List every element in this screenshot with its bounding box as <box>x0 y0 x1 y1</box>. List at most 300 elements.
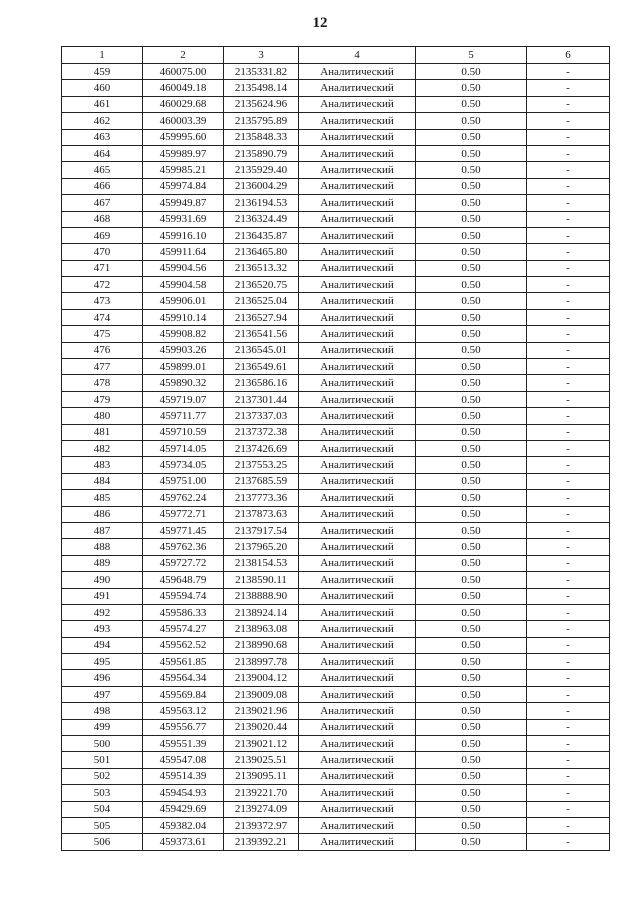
cell-note: - <box>527 440 610 456</box>
cell-x-coordinate: 459974.84 <box>143 178 224 194</box>
cell-point-number: 497 <box>62 686 143 702</box>
cell-y-coordinate: 2136324.49 <box>224 211 299 227</box>
cell-accuracy: 0.50 <box>416 440 527 456</box>
cell-accuracy: 0.50 <box>416 359 527 375</box>
cell-x-coordinate: 459751.00 <box>143 473 224 489</box>
cell-note: - <box>527 785 610 801</box>
cell-x-coordinate: 459762.24 <box>143 490 224 506</box>
cell-note: - <box>527 293 610 309</box>
cell-y-coordinate: 2137873.63 <box>224 506 299 522</box>
cell-method: Аналитический <box>299 145 416 161</box>
cell-accuracy: 0.50 <box>416 817 527 833</box>
table-row <box>62 719 610 735</box>
cell-point-number: 480 <box>62 408 143 424</box>
cell-x-coordinate: 459454.93 <box>143 785 224 801</box>
table-row <box>62 817 610 833</box>
cell-accuracy: 0.50 <box>416 457 527 473</box>
cell-y-coordinate: 2135890.79 <box>224 145 299 161</box>
cell-y-coordinate: 2139372.97 <box>224 817 299 833</box>
table-row <box>62 801 610 817</box>
cell-accuracy: 0.50 <box>416 490 527 506</box>
cell-y-coordinate: 2139274.09 <box>224 801 299 817</box>
cell-point-number: 482 <box>62 440 143 456</box>
cell-x-coordinate: 459648.79 <box>143 572 224 588</box>
column-header: 3 <box>224 47 299 64</box>
table-row <box>62 342 610 358</box>
cell-accuracy: 0.50 <box>416 785 527 801</box>
cell-accuracy: 0.50 <box>416 80 527 96</box>
cell-method: Аналитический <box>299 490 416 506</box>
cell-y-coordinate: 2137685.59 <box>224 473 299 489</box>
cell-x-coordinate: 459910.14 <box>143 309 224 325</box>
cell-note: - <box>527 539 610 555</box>
cell-method: Аналитический <box>299 752 416 768</box>
cell-y-coordinate: 2135624.96 <box>224 96 299 112</box>
cell-note: - <box>527 736 610 752</box>
cell-y-coordinate: 2138924.14 <box>224 604 299 620</box>
cell-point-number: 498 <box>62 703 143 719</box>
cell-x-coordinate: 459989.97 <box>143 145 224 161</box>
cell-x-coordinate: 459563.12 <box>143 703 224 719</box>
cell-accuracy: 0.50 <box>416 834 527 850</box>
cell-x-coordinate: 459551.39 <box>143 736 224 752</box>
cell-method: Аналитический <box>299 113 416 129</box>
cell-y-coordinate: 2139095.11 <box>224 768 299 784</box>
cell-accuracy: 0.50 <box>416 801 527 817</box>
table-row <box>62 145 610 161</box>
cell-x-coordinate: 459714.05 <box>143 440 224 456</box>
table-row <box>62 162 610 178</box>
cell-note: - <box>527 768 610 784</box>
cell-x-coordinate: 459772.71 <box>143 506 224 522</box>
cell-y-coordinate: 2139025.51 <box>224 752 299 768</box>
cell-point-number: 492 <box>62 604 143 620</box>
cell-point-number: 501 <box>62 752 143 768</box>
cell-accuracy: 0.50 <box>416 391 527 407</box>
cell-method: Аналитический <box>299 719 416 735</box>
cell-accuracy: 0.50 <box>416 96 527 112</box>
cell-note: - <box>527 342 610 358</box>
cell-note: - <box>527 145 610 161</box>
column-header: 2 <box>143 47 224 64</box>
cell-note: - <box>527 375 610 391</box>
table-row <box>62 703 610 719</box>
cell-note: - <box>527 817 610 833</box>
cell-point-number: 505 <box>62 817 143 833</box>
cell-method: Аналитический <box>299 178 416 194</box>
cell-note: - <box>527 473 610 489</box>
cell-method: Аналитический <box>299 457 416 473</box>
cell-method: Аналитический <box>299 408 416 424</box>
cell-method: Аналитический <box>299 391 416 407</box>
cell-note: - <box>527 703 610 719</box>
cell-accuracy: 0.50 <box>416 768 527 784</box>
table-row <box>62 555 610 571</box>
table-row <box>62 113 610 129</box>
cell-y-coordinate: 2137917.54 <box>224 522 299 538</box>
cell-method: Аналитический <box>299 96 416 112</box>
cell-note: - <box>527 588 610 604</box>
cell-accuracy: 0.50 <box>416 621 527 637</box>
cell-x-coordinate: 459906.01 <box>143 293 224 309</box>
cell-point-number: 472 <box>62 277 143 293</box>
cell-accuracy: 0.50 <box>416 588 527 604</box>
cell-point-number: 478 <box>62 375 143 391</box>
cell-accuracy: 0.50 <box>416 604 527 620</box>
cell-x-coordinate: 459890.32 <box>143 375 224 391</box>
cell-y-coordinate: 2136513.32 <box>224 260 299 276</box>
cell-accuracy: 0.50 <box>416 178 527 194</box>
cell-x-coordinate: 459569.84 <box>143 686 224 702</box>
cell-y-coordinate: 2135929.40 <box>224 162 299 178</box>
cell-accuracy: 0.50 <box>416 375 527 391</box>
cell-note: - <box>527 80 610 96</box>
cell-accuracy: 0.50 <box>416 227 527 243</box>
table-row <box>62 621 610 637</box>
cell-point-number: 474 <box>62 309 143 325</box>
cell-point-number: 461 <box>62 96 143 112</box>
cell-accuracy: 0.50 <box>416 195 527 211</box>
cell-accuracy: 0.50 <box>416 703 527 719</box>
table-row <box>62 359 610 375</box>
cell-y-coordinate: 2137965.20 <box>224 539 299 555</box>
cell-method: Аналитический <box>299 670 416 686</box>
cell-accuracy: 0.50 <box>416 719 527 735</box>
cell-x-coordinate: 460075.00 <box>143 64 224 80</box>
cell-accuracy: 0.50 <box>416 752 527 768</box>
table-row <box>62 408 610 424</box>
cell-y-coordinate: 2136586.16 <box>224 375 299 391</box>
cell-point-number: 506 <box>62 834 143 850</box>
cell-y-coordinate: 2139221.70 <box>224 785 299 801</box>
cell-method: Аналитический <box>299 801 416 817</box>
page-number: 12 <box>312 15 328 31</box>
cell-x-coordinate: 459556.77 <box>143 719 224 735</box>
table-row <box>62 637 610 653</box>
cell-point-number: 462 <box>62 113 143 129</box>
table-row <box>62 572 610 588</box>
table-row <box>62 80 610 96</box>
cell-method: Аналитический <box>299 703 416 719</box>
cell-point-number: 490 <box>62 572 143 588</box>
cell-accuracy: 0.50 <box>416 244 527 260</box>
cell-note: - <box>527 457 610 473</box>
cell-x-coordinate: 459916.10 <box>143 227 224 243</box>
cell-y-coordinate: 2137773.36 <box>224 490 299 506</box>
cell-x-coordinate: 459771.45 <box>143 522 224 538</box>
cell-method: Аналитический <box>299 211 416 227</box>
cell-point-number: 494 <box>62 637 143 653</box>
cell-accuracy: 0.50 <box>416 654 527 670</box>
cell-accuracy: 0.50 <box>416 670 527 686</box>
cell-accuracy: 0.50 <box>416 522 527 538</box>
cell-method: Аналитический <box>299 817 416 833</box>
table-row <box>62 588 610 604</box>
cell-method: Аналитический <box>299 604 416 620</box>
cell-method: Аналитический <box>299 227 416 243</box>
table-row <box>62 473 610 489</box>
cell-y-coordinate: 2137372.38 <box>224 424 299 440</box>
cell-x-coordinate: 459985.21 <box>143 162 224 178</box>
cell-point-number: 464 <box>62 145 143 161</box>
table-row <box>62 64 610 80</box>
cell-method: Аналитический <box>299 440 416 456</box>
cell-method: Аналитический <box>299 621 416 637</box>
cell-point-number: 500 <box>62 736 143 752</box>
column-header: 1 <box>62 47 143 64</box>
cell-accuracy: 0.50 <box>416 506 527 522</box>
table-row <box>62 195 610 211</box>
cell-y-coordinate: 2135331.82 <box>224 64 299 80</box>
column-header: 5 <box>416 47 527 64</box>
cell-accuracy: 0.50 <box>416 309 527 325</box>
cell-accuracy: 0.50 <box>416 260 527 276</box>
table-row <box>62 293 610 309</box>
cell-x-coordinate: 460003.39 <box>143 113 224 129</box>
cell-x-coordinate: 459594.74 <box>143 588 224 604</box>
cell-note: - <box>527 309 610 325</box>
column-header: 6 <box>527 47 610 64</box>
cell-accuracy: 0.50 <box>416 113 527 129</box>
cell-method: Аналитический <box>299 309 416 325</box>
cell-x-coordinate: 459734.05 <box>143 457 224 473</box>
cell-note: - <box>527 129 610 145</box>
table-row <box>62 244 610 260</box>
cell-x-coordinate: 460049.18 <box>143 80 224 96</box>
cell-y-coordinate: 2138888.90 <box>224 588 299 604</box>
cell-point-number: 496 <box>62 670 143 686</box>
cell-point-number: 463 <box>62 129 143 145</box>
cell-method: Аналитический <box>299 293 416 309</box>
cell-point-number: 468 <box>62 211 143 227</box>
cell-method: Аналитический <box>299 277 416 293</box>
table-row <box>62 785 610 801</box>
cell-method: Аналитический <box>299 736 416 752</box>
cell-x-coordinate: 459904.58 <box>143 277 224 293</box>
cell-note: - <box>527 572 610 588</box>
cell-x-coordinate: 459586.33 <box>143 604 224 620</box>
table-row <box>62 391 610 407</box>
cell-y-coordinate: 2138990.68 <box>224 637 299 653</box>
cell-note: - <box>527 359 610 375</box>
cell-y-coordinate: 2139004.12 <box>224 670 299 686</box>
table-row <box>62 506 610 522</box>
cell-method: Аналитический <box>299 359 416 375</box>
cell-x-coordinate: 459547.08 <box>143 752 224 768</box>
cell-note: - <box>527 752 610 768</box>
cell-note: - <box>527 391 610 407</box>
cell-method: Аналитический <box>299 326 416 342</box>
cell-point-number: 471 <box>62 260 143 276</box>
cell-x-coordinate: 459719.07 <box>143 391 224 407</box>
cell-method: Аналитический <box>299 588 416 604</box>
column-header: 4 <box>299 47 416 64</box>
cell-point-number: 503 <box>62 785 143 801</box>
cell-x-coordinate: 459949.87 <box>143 195 224 211</box>
cell-x-coordinate: 459710.59 <box>143 424 224 440</box>
cell-method: Аналитический <box>299 473 416 489</box>
cell-x-coordinate: 459373.61 <box>143 834 224 850</box>
table-row <box>62 309 610 325</box>
cell-point-number: 493 <box>62 621 143 637</box>
cell-y-coordinate: 2136549.61 <box>224 359 299 375</box>
cell-note: - <box>527 654 610 670</box>
cell-point-number: 465 <box>62 162 143 178</box>
cell-method: Аналитический <box>299 768 416 784</box>
cell-y-coordinate: 2135498.14 <box>224 80 299 96</box>
table-row <box>62 834 610 850</box>
cell-point-number: 495 <box>62 654 143 670</box>
cell-point-number: 483 <box>62 457 143 473</box>
cell-point-number: 488 <box>62 539 143 555</box>
cell-note: - <box>527 277 610 293</box>
cell-y-coordinate: 2135848.33 <box>224 129 299 145</box>
table-row <box>62 375 610 391</box>
cell-point-number: 476 <box>62 342 143 358</box>
cell-y-coordinate: 2136525.04 <box>224 293 299 309</box>
cell-x-coordinate: 459564.34 <box>143 670 224 686</box>
table-row <box>62 522 610 538</box>
cell-accuracy: 0.50 <box>416 277 527 293</box>
cell-x-coordinate: 460029.68 <box>143 96 224 112</box>
cell-method: Аналитический <box>299 129 416 145</box>
cell-point-number: 502 <box>62 768 143 784</box>
cell-accuracy: 0.50 <box>416 293 527 309</box>
cell-point-number: 460 <box>62 80 143 96</box>
cell-y-coordinate: 2139021.12 <box>224 736 299 752</box>
cell-note: - <box>527 178 610 194</box>
cell-method: Аналитический <box>299 834 416 850</box>
cell-point-number: 489 <box>62 555 143 571</box>
cell-note: - <box>527 670 610 686</box>
cell-x-coordinate: 459762.36 <box>143 539 224 555</box>
table-row <box>62 490 610 506</box>
cell-point-number: 459 <box>62 64 143 80</box>
cell-note: - <box>527 637 610 653</box>
cell-x-coordinate: 459711.77 <box>143 408 224 424</box>
cell-y-coordinate: 2139392.21 <box>224 834 299 850</box>
cell-y-coordinate: 2138590.11 <box>224 572 299 588</box>
cell-method: Аналитический <box>299 195 416 211</box>
cell-y-coordinate: 2137337.03 <box>224 408 299 424</box>
cell-point-number: 473 <box>62 293 143 309</box>
cell-accuracy: 0.50 <box>416 424 527 440</box>
table-row <box>62 326 610 342</box>
table-row <box>62 768 610 784</box>
coordinates-table <box>61 46 610 851</box>
cell-y-coordinate: 2138154.53 <box>224 555 299 571</box>
table-row <box>62 227 610 243</box>
cell-method: Аналитический <box>299 375 416 391</box>
cell-note: - <box>527 834 610 850</box>
cell-y-coordinate: 2137301.44 <box>224 391 299 407</box>
table-row <box>62 178 610 194</box>
cell-y-coordinate: 2135795.89 <box>224 113 299 129</box>
cell-note: - <box>527 211 610 227</box>
cell-accuracy: 0.50 <box>416 408 527 424</box>
table-row <box>62 211 610 227</box>
cell-point-number: 485 <box>62 490 143 506</box>
cell-x-coordinate: 459904.56 <box>143 260 224 276</box>
cell-y-coordinate: 2136520.75 <box>224 277 299 293</box>
cell-note: - <box>527 686 610 702</box>
cell-accuracy: 0.50 <box>416 64 527 80</box>
cell-accuracy: 0.50 <box>416 211 527 227</box>
cell-note: - <box>527 621 610 637</box>
cell-y-coordinate: 2139009.08 <box>224 686 299 702</box>
cell-method: Аналитический <box>299 506 416 522</box>
cell-note: - <box>527 244 610 260</box>
cell-note: - <box>527 162 610 178</box>
cell-method: Аналитический <box>299 64 416 80</box>
cell-accuracy: 0.50 <box>416 129 527 145</box>
cell-note: - <box>527 604 610 620</box>
cell-note: - <box>527 113 610 129</box>
cell-note: - <box>527 96 610 112</box>
table-row <box>62 686 610 702</box>
cell-note: - <box>527 490 610 506</box>
cell-x-coordinate: 459899.01 <box>143 359 224 375</box>
cell-x-coordinate: 459561.85 <box>143 654 224 670</box>
cell-point-number: 481 <box>62 424 143 440</box>
table-row <box>62 736 610 752</box>
cell-method: Аналитический <box>299 654 416 670</box>
cell-note: - <box>527 326 610 342</box>
cell-method: Аналитический <box>299 522 416 538</box>
cell-method: Аналитический <box>299 162 416 178</box>
table-row <box>62 440 610 456</box>
cell-x-coordinate: 459908.82 <box>143 326 224 342</box>
cell-point-number: 479 <box>62 391 143 407</box>
table-row <box>62 457 610 473</box>
cell-method: Аналитический <box>299 80 416 96</box>
cell-y-coordinate: 2138997.78 <box>224 654 299 670</box>
cell-y-coordinate: 2136545.01 <box>224 342 299 358</box>
cell-y-coordinate: 2138963.08 <box>224 621 299 637</box>
cell-note: - <box>527 506 610 522</box>
cell-accuracy: 0.50 <box>416 539 527 555</box>
table-row <box>62 277 610 293</box>
cell-method: Аналитический <box>299 572 416 588</box>
cell-accuracy: 0.50 <box>416 572 527 588</box>
cell-accuracy: 0.50 <box>416 736 527 752</box>
cell-x-coordinate: 459574.27 <box>143 621 224 637</box>
table-row <box>62 752 610 768</box>
cell-point-number: 491 <box>62 588 143 604</box>
table-row <box>62 670 610 686</box>
cell-note: - <box>527 227 610 243</box>
cell-point-number: 484 <box>62 473 143 489</box>
cell-x-coordinate: 459562.52 <box>143 637 224 653</box>
cell-y-coordinate: 2136465.80 <box>224 244 299 260</box>
cell-point-number: 466 <box>62 178 143 194</box>
cell-x-coordinate: 459382.04 <box>143 817 224 833</box>
table-row <box>62 424 610 440</box>
cell-y-coordinate: 2137553.25 <box>224 457 299 473</box>
cell-y-coordinate: 2139021.96 <box>224 703 299 719</box>
table-row <box>62 260 610 276</box>
cell-point-number: 504 <box>62 801 143 817</box>
cell-y-coordinate: 2136435.87 <box>224 227 299 243</box>
cell-point-number: 467 <box>62 195 143 211</box>
cell-x-coordinate: 459931.69 <box>143 211 224 227</box>
table-row <box>62 96 610 112</box>
cell-note: - <box>527 522 610 538</box>
cell-note: - <box>527 408 610 424</box>
cell-accuracy: 0.50 <box>416 555 527 571</box>
cell-point-number: 477 <box>62 359 143 375</box>
cell-y-coordinate: 2136541.56 <box>224 326 299 342</box>
